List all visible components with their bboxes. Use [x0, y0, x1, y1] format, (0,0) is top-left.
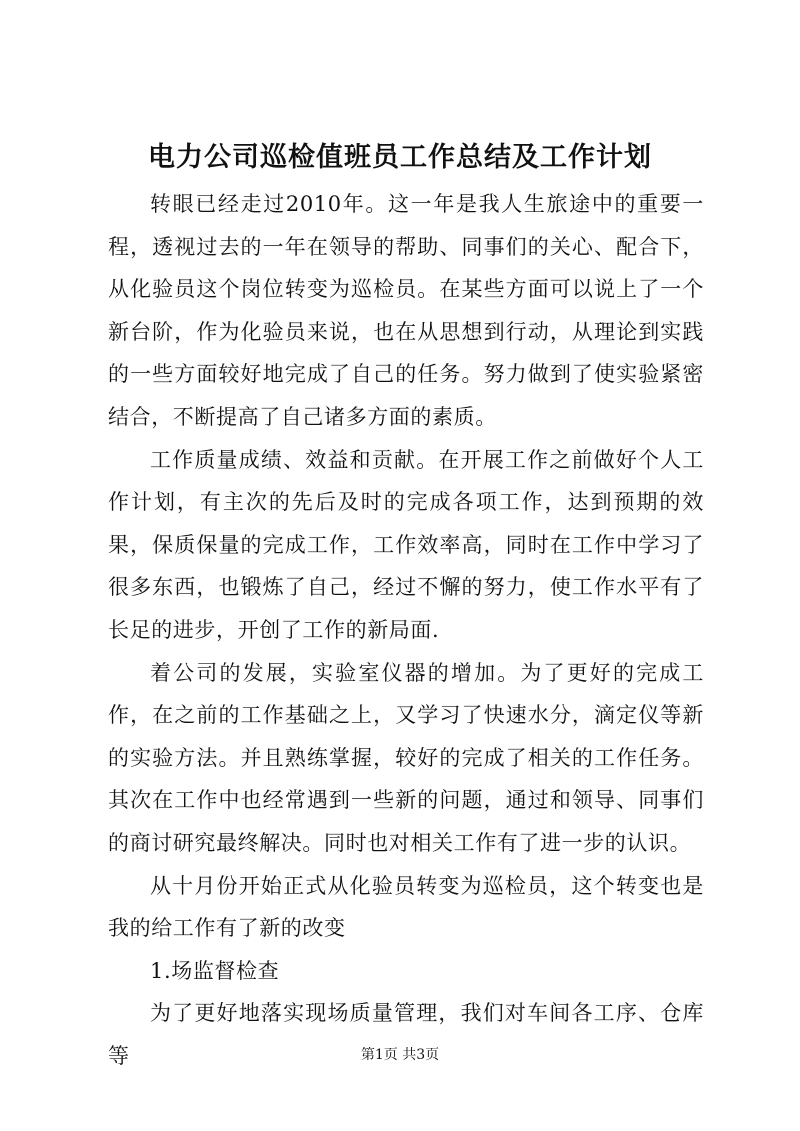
paragraph-4: 从十月份开始正式从化验员转变为巡检员，这个转变也是我的给工作有了新的改变 [108, 873, 704, 941]
page-footer: 第1页 共3页 [360, 1047, 440, 1063]
paragraph-2: 工作质量成绩、效益和贡献。在开展工作之前做好个人工作计划，有主次的先后及时的完成各项工作，达到预期的效果，保质保量的完成工作，工作效率高，同时在工作中学习了很多东西，也锻炼了自己，经过不懈的努力，使工作水平有了长足的进步，开创了工作的新局面. [108, 447, 704, 642]
paragraph-3: 着公司的发展，实验室仪器的增加。为了更好的完成工作，在之前的工作基础之上，又学习了快速水分，滴定仪等新的实验方法。并且熟练掌握，较好的完成了相关的工作任务。其次在工作中也经常遇到一些新的问题，通过和领导、同事们的商讨研究最终解决。同时也对相关工作有了进一步的认识。 [108, 660, 704, 855]
document-title: 电力公司巡检值班员工作总结及工作计划 [148, 142, 652, 173]
section-heading-1: 1.场监督检查 [150, 958, 280, 983]
document-body [108, 183, 704, 1077]
paragraph-5: 为了更好地落实现场质量管理，我们对车间各工序、仓库等 [108, 1001, 704, 1068]
paragraph-1: 转眼已经走过2010年。这一年是我人生旅途中的重要一程，透视过去的一年在领导的帮助、同事们的关心、配合下，从化验员这个岗位转变为巡检员。在某些方面可以说上了一个新台阶，作为化验员来说，也在从思想到行动，从理论到实践的一些方面较好地完成了自己的任务。努力做到了使实验紧密结合，不断提高了自己诸多方面的素质。 [108, 192, 704, 429]
